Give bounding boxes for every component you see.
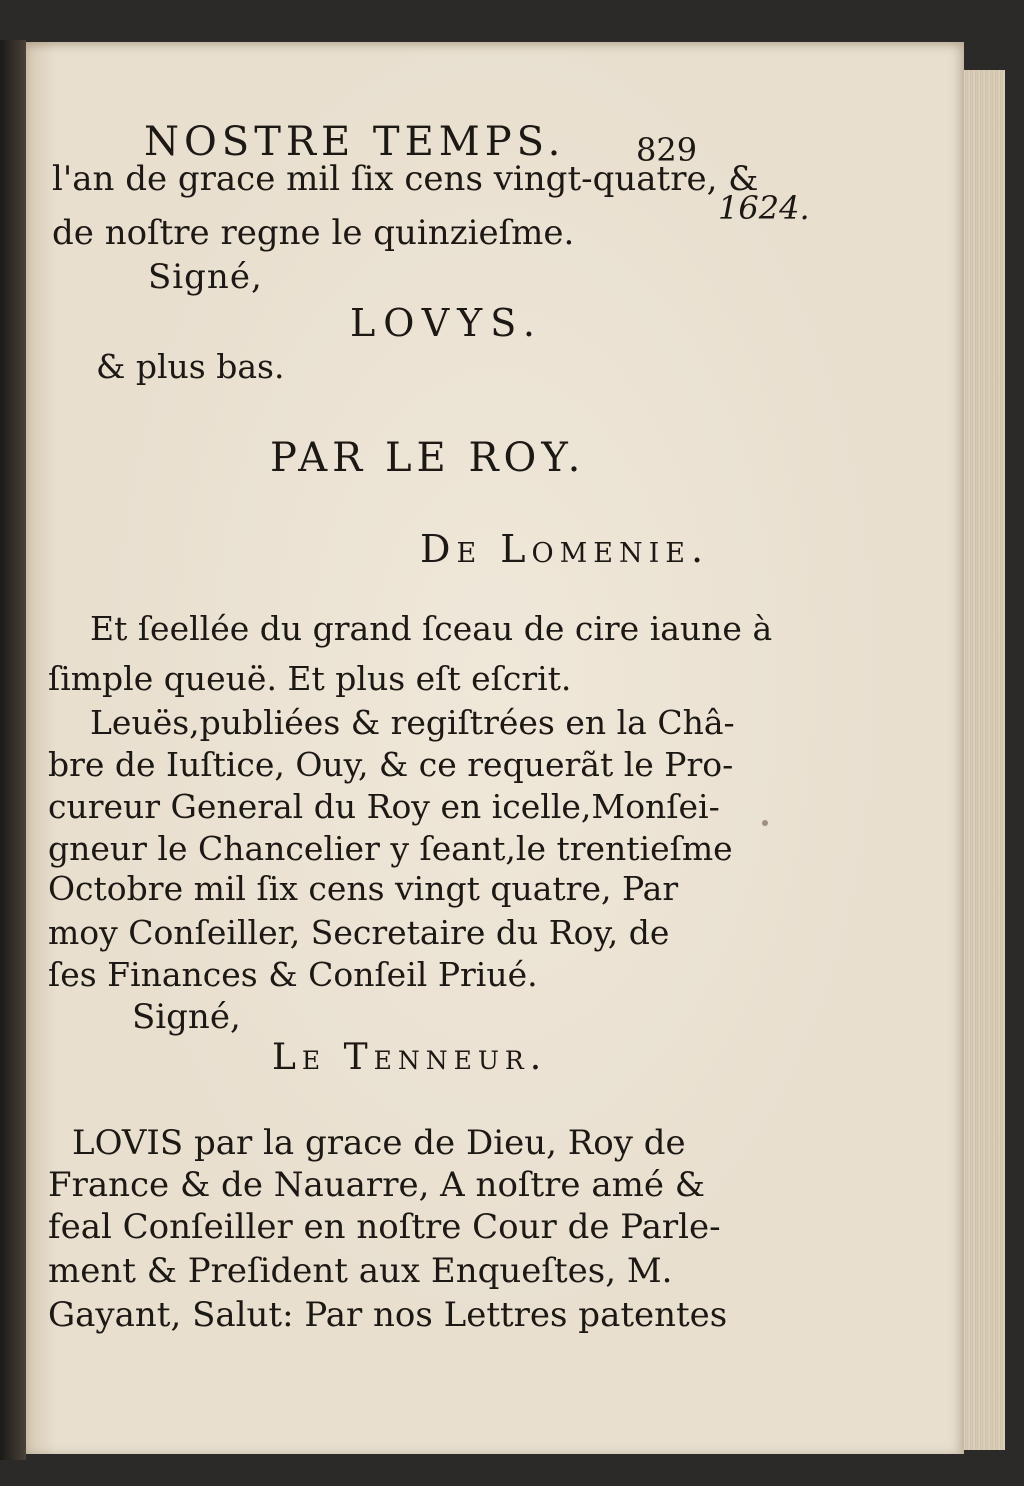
section-heading: PAR LE ROY.: [270, 435, 586, 481]
text-line: feal Conſeiller en noſtre Cour de Parle-: [48, 1207, 721, 1247]
text-line: gneur le Chancelier y ſeant,le trentieſme: [48, 829, 733, 868]
signature-label: Signé,: [148, 257, 263, 297]
book-spine: [0, 40, 26, 1460]
text-line: ſimple queuë. Et plus eſt eſcrit.: [48, 659, 572, 698]
text-line: Gayant, Salut: Par nos Lettres patentes: [48, 1295, 728, 1335]
text-line: Leuës,publiées & regiſtrées en la Châ-: [90, 703, 735, 742]
signature-name: LOVYS.: [350, 301, 544, 345]
text-line: ment & Preſident aux Enqueſtes, M.: [48, 1251, 673, 1291]
text-line: l'an de grace mil ſix cens vingt-quatre, &: [52, 159, 759, 199]
signature-label: Signé,: [132, 997, 241, 1037]
text-line: de noſtre regne le quinzieſme.: [52, 213, 575, 253]
page-number: 829: [636, 131, 698, 169]
text-line: LOVIS par la grace de Dieu, Roy de: [72, 1123, 686, 1163]
text-line: cureur General du Roy en icelle,Monſei-: [48, 787, 720, 826]
text-line: Et ſeellée du grand ſceau de cire iaune à: [90, 609, 773, 648]
running-head: NOSTRE TEMPS.: [144, 119, 566, 165]
text-line: Octobre mil ſix cens vingt quatre, Par: [48, 869, 679, 908]
signature-name: Le Tenneur.: [272, 1037, 548, 1078]
text-line: & plus bas.: [96, 347, 285, 386]
text-line: France & de Nauarre, A noſtre amé &: [48, 1165, 706, 1205]
text-line: bre de Iuſtice, Ouy, & ce requerãt le Pro-: [48, 745, 734, 784]
text-line: moy Conſeiller, Secretaire du Roy, de: [48, 913, 670, 952]
margin-date-note: 1624.: [718, 189, 810, 227]
paper-spot: [762, 820, 768, 826]
text-line: ſes Finances & Conſeil Priué.: [48, 955, 538, 994]
signature-name: De Lomenie.: [420, 527, 710, 571]
